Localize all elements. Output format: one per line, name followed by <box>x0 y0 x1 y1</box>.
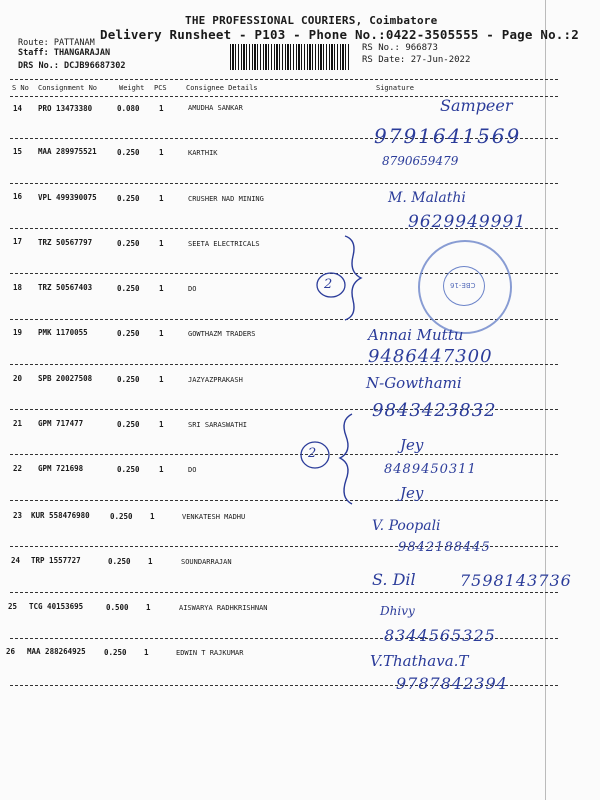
signature: V. Poopali <box>372 518 441 534</box>
runsheet-title: Delivery Runsheet - P103 - Phone No.:0422-3505555 - Page No.:2 <box>100 27 579 42</box>
row-consignee: CRUSHER NAD MINING <box>188 195 264 203</box>
col-signature: Signature <box>376 84 414 92</box>
row-pcs: 1 <box>159 284 164 293</box>
row-sno: 18 <box>13 283 23 292</box>
row-pcs: 1 <box>159 420 164 429</box>
row-consignment: KUR 558476980 <box>31 511 90 520</box>
row-weight: 0.250 <box>117 284 140 293</box>
row-pcs: 1 <box>150 512 155 521</box>
row-consignment: GPM 721698 <box>38 464 84 473</box>
row-pcs: 1 <box>159 239 164 248</box>
row-weight: 0.250 <box>117 420 140 429</box>
row-consignee: SEETA ELECTRICALS <box>188 240 260 248</box>
row-consignment: MAA 288264925 <box>27 647 86 656</box>
row-sno: 23 <box>13 511 23 520</box>
row-consignee: VENKATESH MADHU <box>182 513 246 521</box>
row-consignee: DO <box>188 466 197 474</box>
row-sno: 25 <box>8 602 18 611</box>
group-count: 2 <box>308 446 317 461</box>
row-sno: 17 <box>13 237 23 246</box>
row-consignment: SPB 20027508 <box>38 374 93 383</box>
col-consignment: Consignment No <box>38 84 98 92</box>
row-weight: 0.250 <box>110 512 133 521</box>
row-sno: 19 <box>13 328 23 337</box>
row-weight: 0.250 <box>117 465 140 474</box>
signature: N-Gowthami <box>366 374 462 392</box>
row-weight: 0.250 <box>108 557 131 566</box>
row-consignment: GPM 717477 <box>38 419 84 428</box>
col-sno: S No <box>12 84 29 92</box>
row-consignment: TRZ 50567403 <box>38 283 93 292</box>
row-pcs: 1 <box>159 104 164 113</box>
row-pcs: 1 <box>159 194 164 203</box>
row-pcs: 1 <box>148 557 153 566</box>
phone-number: 8790659479 <box>382 154 459 168</box>
row-consignee: AISWARYA RADHKRISHNAN <box>179 604 268 612</box>
row-consignee: AMUDHA SANKAR <box>188 104 243 112</box>
row-sno: 14 <box>13 104 23 113</box>
row-pcs: 1 <box>144 648 149 657</box>
row-sno: 21 <box>13 419 23 428</box>
row-weight: 0.250 <box>104 648 127 657</box>
row-consignee: GOWTHAZM TRADERS <box>188 330 256 338</box>
col-consignee: Consignee Details <box>186 84 258 92</box>
signature: Sampeer <box>440 96 513 115</box>
row-consignment: MAA 289975521 <box>38 147 97 156</box>
row-weight: 0.250 <box>117 375 140 384</box>
row-consignee: JAZYAZPRAKASH <box>188 376 243 384</box>
company-name: THE PROFESSIONAL COURIERS, Coimbatore <box>185 14 438 27</box>
signature: Dhivy <box>380 604 415 618</box>
row-consignment: TRZ 50567797 <box>38 238 93 247</box>
row-weight: 0.500 <box>106 603 129 612</box>
group-count: 2 <box>324 277 333 292</box>
row-pcs: 1 <box>159 465 164 474</box>
rs-date: RS Date: 27-Jun-2022 <box>362 55 471 65</box>
phone-number: 9842188445 <box>398 540 491 555</box>
col-pcs: PCS <box>154 84 167 92</box>
phone-number: 9787842394 <box>396 674 508 693</box>
row-sno: 15 <box>13 147 23 156</box>
row-weight: 0.250 <box>117 239 140 248</box>
row-consignee: SOUNDARRAJAN <box>181 558 232 566</box>
signature: Jey <box>400 484 424 502</box>
row-weight: 0.250 <box>117 194 140 203</box>
row-sno: 24 <box>11 556 21 565</box>
row-consignee: SRI SARASWATHI <box>188 421 248 429</box>
row-consignee: DO <box>188 285 197 293</box>
staff: Staff: THANGARAJAN <box>18 48 111 58</box>
signature: Annai Muttu <box>368 326 464 344</box>
row-consignee: KARTHIK <box>188 149 218 157</box>
phone-number: 8489450311 <box>384 462 477 477</box>
row-pcs: 1 <box>159 375 164 384</box>
row-consignment: TRP 1557727 <box>31 556 81 565</box>
signature: M. Malathi <box>388 190 466 206</box>
seal-text: CBE-16 <box>450 281 476 289</box>
signature: V.Thathava.T <box>370 652 469 670</box>
row-pcs: 1 <box>159 148 164 157</box>
row-consignment: PRO 13473380 <box>38 104 93 113</box>
phone-number: 9843423832 <box>372 400 497 421</box>
row-pcs: 1 <box>159 329 164 338</box>
row-weight: 0.250 <box>117 329 140 338</box>
col-weight: Weight <box>119 84 145 92</box>
phone-number: 9791641569 <box>374 124 522 148</box>
row-sno: 16 <box>13 192 23 201</box>
row-consignment: VPL 499390075 <box>38 193 97 202</box>
row-sno: 20 <box>13 374 23 383</box>
signature: S. Dil <box>372 570 416 589</box>
row-consignment: PMK 1170055 <box>38 328 88 337</box>
phone-number: 9629949991 <box>408 212 527 232</box>
row-weight: 0.250 <box>117 148 140 157</box>
phone-number: 8344565325 <box>384 626 496 645</box>
row-pcs: 1 <box>146 603 151 612</box>
signature: Jey <box>400 436 424 454</box>
row-consignee: EDWIN T RAJKUMAR <box>176 649 244 657</box>
row-consignment: TCG 40153695 <box>29 602 84 611</box>
phone-number: 7598143736 <box>460 571 572 590</box>
rs-number: RS No.: 966873 <box>362 43 438 53</box>
phone-number: 9486447300 <box>368 346 493 367</box>
drs-number: DRS No.: DCJB96687302 <box>18 61 126 71</box>
row-weight: 0.080 <box>117 104 140 113</box>
row-sno: 22 <box>13 464 23 473</box>
row-sno: 26 <box>6 647 16 656</box>
route: Route: PATTANAM <box>18 38 95 48</box>
